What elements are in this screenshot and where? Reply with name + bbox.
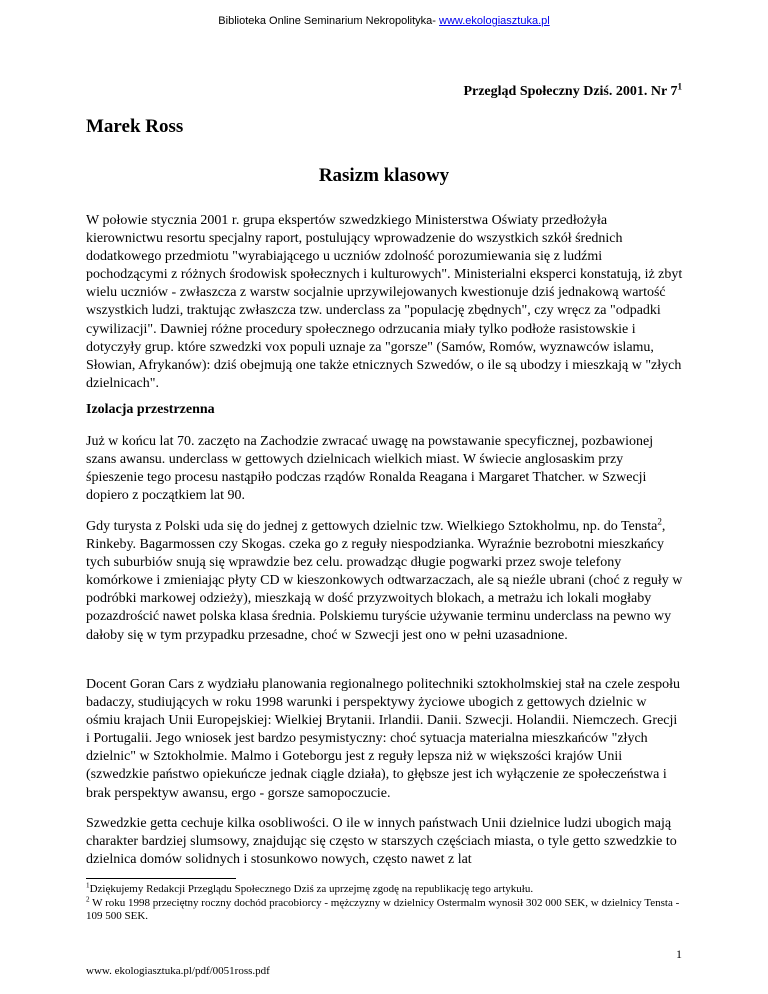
author-name: Marek Ross	[86, 116, 184, 137]
footnote-1-text: Dziękujemy Redakcji Przeglądu Społecznego Dziś za uprzejmę zgodę na republikację tego artykułu.	[89, 883, 534, 895]
footnote-divider	[86, 878, 236, 879]
paragraph-3-start: Gdy turysta z Polski uda się do jednej z gettowych dzielnic tzw. Wielkiego Sztokholmu, np. do Tensta	[86, 519, 658, 534]
footnote-ref-1: 1	[677, 81, 682, 92]
footnote-2-text: W roku 1998 przeciętny roczny dochód pracobiorcy - mężczyzny w dzielnicy Ostermalm wynosił 302 000 SEK, w dzielnicy Tensta - 109 500 SEK.	[86, 897, 680, 922]
paragraph-3	[86, 518, 684, 645]
footer-url: www. ekologiasztuka.pl/pdf/0051ross.pdf	[86, 965, 270, 977]
paragraph-intro: W połowie stycznia 2001 r. grupa ekspertów szwedzkiego Ministerstwa Oświaty przedłożyła kierownictwu resortu specjalny raport, postulujący wprowadzenie do wszystkich szkół średnich dodatkowego przedmiotu "wyrabiającego u uczniów zdolność porozumiewania się z ludźmi pochodzącymi z różnych środowisk społecznych i kulturowych". Ministerialni eksperci konstatują, iż zbyt wielu uczniów - zwłaszcza z warstw socjalnie uprzywilejowanych kwestionuje dziś jednakową wartość wszystkich ludzi, traktując zwłaszcza tzw. underclass za "populację zbędnych", czy wręcz za "odpadki cywilizacji". Dawniej różne procedury społecznego odrzucania miały tylko podłoże rasistowskie i dotyczyły grup. które szwedzki vox populi uznaje za "gorsze" (Samów, Romów, wyznawców islamu, Słowian, Afrykanów): dziś obejmują one także etnicznych Szwedów, o ile są ubodzy i mieszkają w "złych dzielnicach".	[86, 213, 683, 391]
header-link[interactable]: www.ekologiasztuka.pl	[439, 15, 550, 27]
footnote-1-marker: 1	[86, 881, 90, 890]
footnote-1	[86, 883, 684, 896]
page-header	[0, 15, 768, 27]
footnote-2	[86, 897, 684, 923]
source-text: Przegląd Społeczny Dziś. 2001. Nr 7	[463, 84, 678, 99]
footnote-ref-2: 2	[657, 516, 662, 527]
footnote-2-marker: 2	[86, 895, 90, 904]
header-text: Biblioteka Online Seminarium Nekropolityka-	[218, 15, 440, 27]
page-number: 1	[676, 947, 682, 961]
paragraph-2: Już w końcu lat 70. zaczęto na Zachodzie zwracać uwagę na powstawanie specyficznej, pozbawionej szans awansu. underclass w gettowych dzielnicach wielkich miast. W świecie anglosaskim przy śpieszenie tego procesu nastąpiło podczas rządów Ronalda Reagana i Margaret Thatcher. w Szwecji dopiero z początkiem lat 90.	[86, 434, 654, 504]
paragraph-3-end: , Rinkeby. Bagarmossen czy Skogas. czeka go z reguły niespodzianka. Wyraźnie bezrobotni mieszkańcy tych suburbiów snują się wprawdzie bez celu. prowadząc długie pogwarki przez swoje telefony komórkowe i zmieniając płyty CD w kieszonkowych odtwarzaczach, ale są nieźle ubrani (choć z reguły w podróbki markowej odzieży), mieszkają w dość przyzwoitych blokach, a metrażu ich lokali mogłaby pozazdrościć nawet polska klasa średnia. Polskiemu turyście używanie terminu underclass na pewno wy dałoby się w tym przypadku przesadne, choć w Szwecji jest ono w pełni uzasadnione.	[86, 519, 683, 643]
source-citation	[463, 81, 682, 100]
section-heading: Izolacja przestrzenna	[86, 402, 215, 417]
paragraph-4: Docent Goran Cars z wydziału planowania regionalnego politechniki sztokholmskiej stał na czele zespołu badaczy, studiujących w roku 1998 warunki i perspektywy życiowe ubogich z gettowych dzielnic w ośmiu krajach Unii Europejskiej: Wielkiej Brytanii. Irlandii. Danii. Szwecji. Holandii. Niemczech. Grecji i Portugalii. Jego wniosek jest bardzo pesymistyczny: choć sytuacja materialna mieszkańców "złych dzielnic" w Sztokholmie. Malmo i Goteborgu jest z reguły lepsza niż w większości krajów Unii (szwedzkie państwo opiekuńcze jednak ciągle działa), to głębsze jest ich wyłączenie ze społeczeństwa i brak perspektyw awansu, ergo - gorsze samopoczucie.	[86, 677, 681, 801]
paragraph-5: Szwedzkie getta cechuje kilka osobliwości. O ile w innych państwach Unii dzielnice ludzi ubogich mają charakter bardziej slumsowy, znajdując się często w starszych częściach miasta, o tyle getto szwedzkie to dzielnica domów solidnych i stosunkowo nowych, często nawet z lat	[86, 816, 677, 868]
article-title: Rasizm klasowy	[318, 165, 450, 186]
